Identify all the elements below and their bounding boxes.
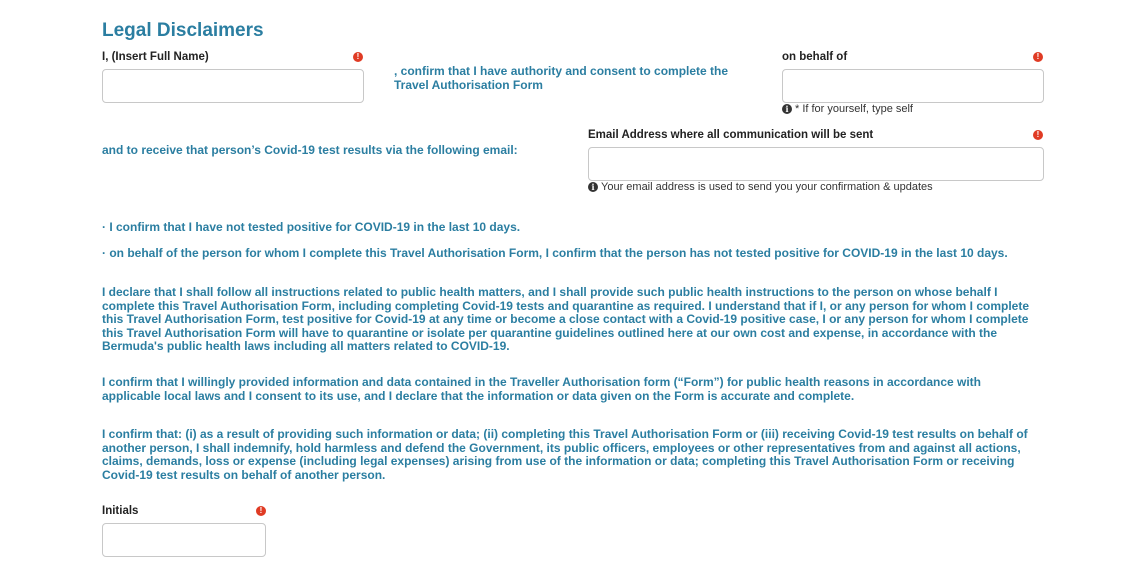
disclaimer-paragraph: I declare that I shall follow all instructions related to public health matters, and I shall provide such public health instructions to the person on whose behalf I complete this Travel Authorisation Form, including completing Covid-19 tests and quarantine as required. I understand that if I, or any person for whom I complete this Travel Authorisation Form, test positive for Covid-19 at any time or become a close contact with a Covid-19 positive case, I or any person for whom I complete this Travel Authorisation Form will have to quarantine or isolate per quarantine guidelines outlined here at our own cost and expense, in accordance with the Bermuda's public health laws including all matters related to COVID-19. (102, 285, 1030, 353)
confirm-text: , confirm that I have authority and consent to complete the Travel Authorisation Form (394, 64, 729, 92)
full-name-input[interactable] (102, 69, 364, 103)
disclaimer-paragraph: I confirm that: (i) as a result of providing such information or data; (ii) completing this Travel Authorisation Form or (iii) receiving Covid-19 test results on behalf of another person, I shall indemnify, hold harmless and defend the Government, its public officers, employees or other representatives from and against all actions, claims, demands, loss or expense (including legal expenses) arising from use of the information or data; completing this Travel Authorisation Form or receiving Covid-19 test results on behalf of another person. (102, 427, 1028, 482)
exclamation-circle-icon: ! (1033, 52, 1043, 62)
full-name-label: I, (Insert Full Name) (102, 51, 209, 63)
exclamation-circle-icon: ! (353, 52, 363, 62)
initials-label: Initials (102, 505, 139, 517)
info-icon: i (782, 104, 792, 114)
email-input[interactable] (588, 147, 1044, 181)
behalf-input[interactable] (782, 69, 1044, 103)
bullet-item: · I confirm that I have not tested positive for COVID-19 in the last 10 days. (102, 220, 521, 234)
exclamation-circle-icon: ! (1033, 130, 1043, 140)
behalf-hint: * If for yourself, type self (795, 103, 913, 115)
email-label: Email Address where all communication will be sent (588, 129, 874, 141)
behalf-label: on behalf of (782, 51, 848, 63)
disclaimer-paragraph: I confirm that I willingly provided information and data contained in the Traveller Authorisation form (“Form”) for public health reasons in accordance with applicable local laws and I consent to its use, and I declare that the information or data given on the Form is accurate and complete. (102, 375, 981, 403)
receive-text: and to receive that person’s Covid-19 test results via the following email: (102, 143, 518, 157)
info-icon: i (588, 182, 598, 192)
exclamation-circle-icon: ! (256, 506, 266, 516)
bullet-item: · on behalf of the person for whom I complete this Travel Authorisation Form, I confirm that the person has not tested positive for COVID-19 in the last 10 days. (102, 246, 1008, 260)
section-title: Legal Disclaimers (102, 20, 264, 41)
initials-input[interactable] (102, 523, 266, 557)
email-hint: Your email address is used to send you your confirmation & updates (601, 181, 933, 193)
